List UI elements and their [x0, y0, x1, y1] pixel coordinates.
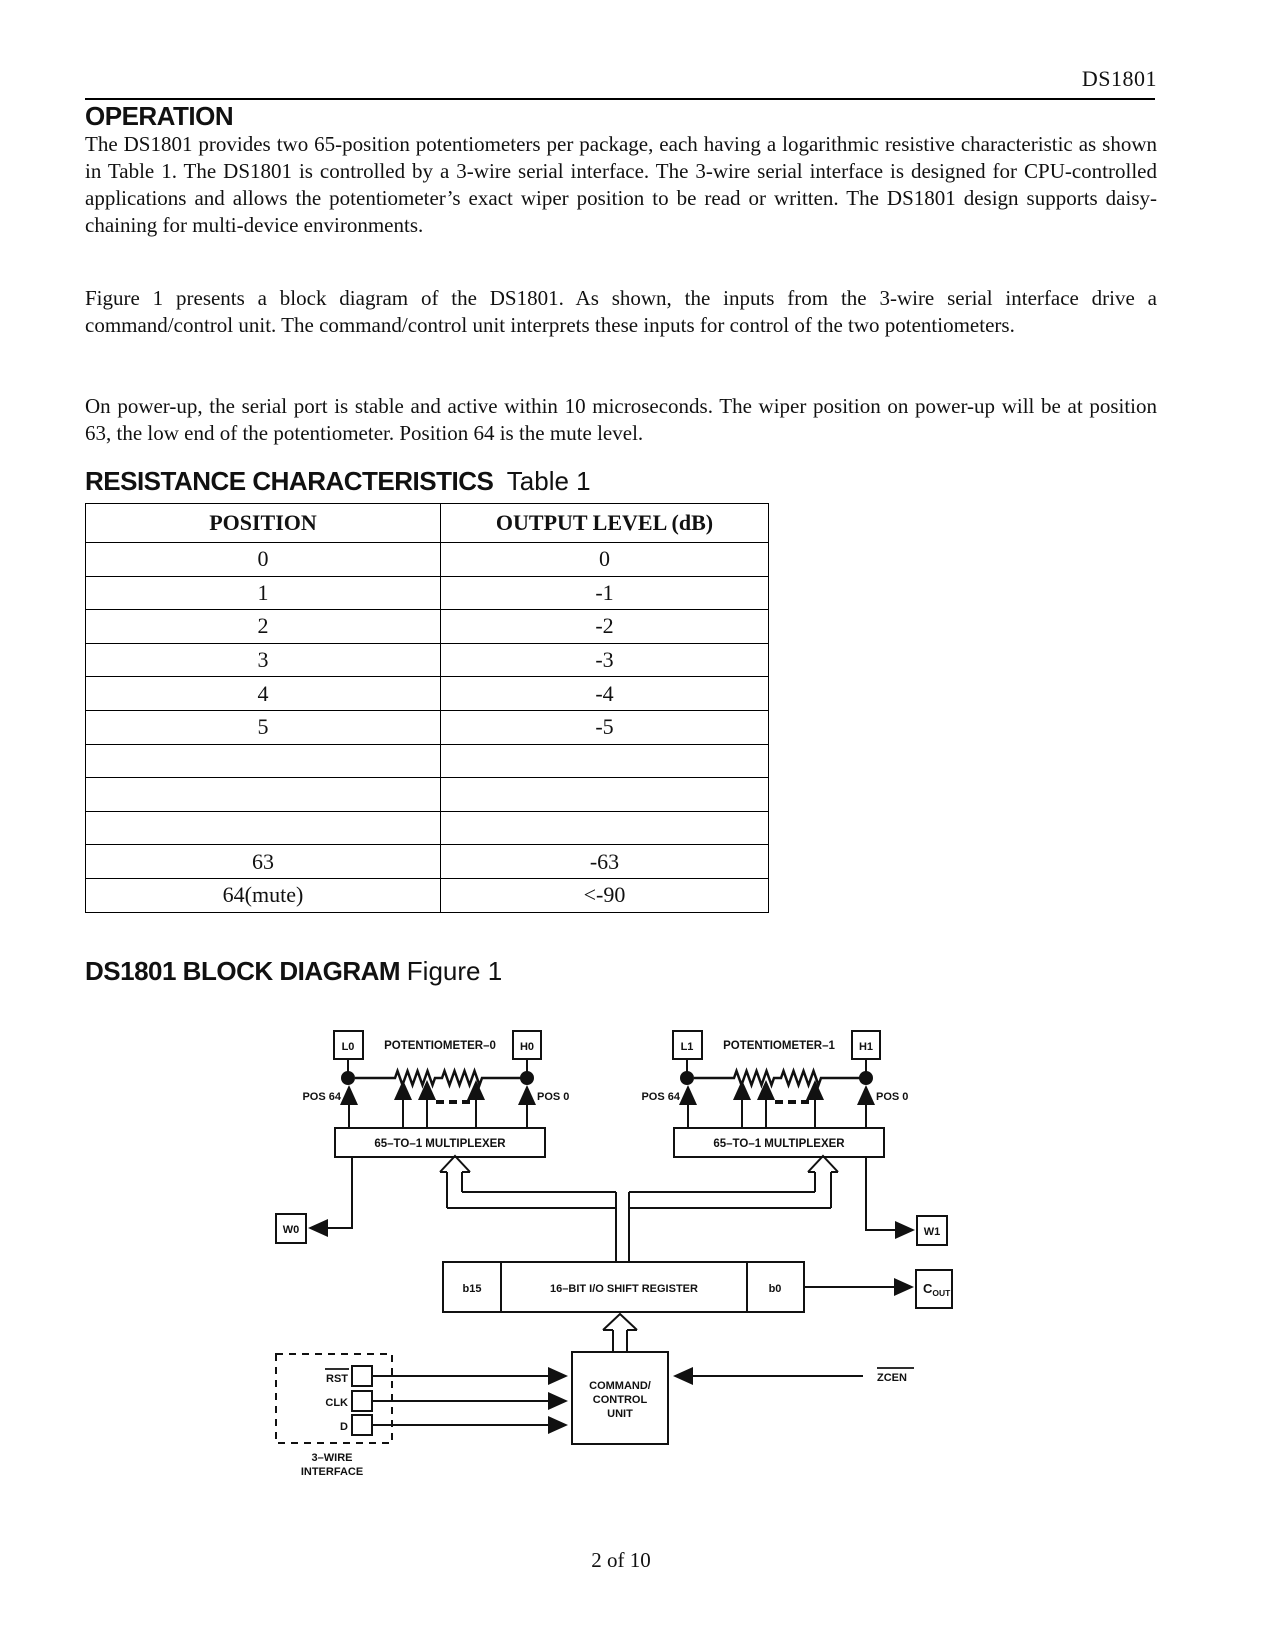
table-row: 2 -2 [86, 610, 769, 644]
operation-paragraph-2: Figure 1 presents a block diagram of the DS1801. As shown, the inputs from the 3-wire serial interface drive a command/control unit. The command/control unit interprets these inputs for control of the two potentiometers. [85, 286, 1157, 337]
w0-wire [311, 1157, 352, 1228]
table-row: 3 -3 [86, 643, 769, 677]
multiplexer-0-label: 65–TO–1 MULTIPLEXER [374, 1138, 506, 1150]
terminal-label-L0: L0 [341, 1041, 355, 1053]
page-number: 2 of 10 [591, 1548, 651, 1572]
w1-wire [866, 1157, 912, 1230]
b0-label: b0 [768, 1283, 782, 1295]
potentiometer-1-section [641, 1031, 908, 1157]
rst-pin-box [352, 1366, 372, 1386]
block-diagram-heading-bold: DS1801 BLOCK DIAGRAM [85, 956, 401, 986]
cout-label: $C_{OUT}$ [923, 1281, 951, 1298]
wiper-node [521, 1072, 533, 1084]
table-header-row [86, 504, 769, 543]
d-pin-box [352, 1415, 372, 1435]
table-row: 5 -5 [86, 710, 769, 744]
doc-number: DS1801 [1081, 66, 1157, 91]
table-row-empty [86, 811, 769, 845]
table-row-empty [86, 778, 769, 812]
operation-paragraph-1: The DS1801 provides two 65-position potentiometers per package, each having a logarithmic resistive characteristic as shown in Table 1. The DS1801 is controlled by a 3-wire serial interface. The 3-wire serial interface is designed for CPU-controlled applications and allows the potentiometer’s exact wiper position to be read or written. The DS1801 design supports daisy-chaining for multi-device environments. [85, 132, 1157, 237]
b15-label: b15 [462, 1283, 482, 1295]
table-row: 4 -4 [86, 677, 769, 711]
col-output-level: OUTPUT LEVEL (dB) [441, 504, 769, 543]
table-row: 64(mute) <-90 [86, 878, 769, 912]
table-row: 63 -63 [86, 845, 769, 879]
command-control-section [572, 1352, 914, 1444]
pos64-label: POS 64 [302, 1091, 341, 1103]
wiper-node [342, 1072, 354, 1084]
resistance-table [85, 503, 769, 913]
terminal-label-H0: H0 [519, 1041, 535, 1053]
operation-paragraph-3: On power-up, the serial port is stable and active within 10 microseconds. The wiper position on power-up will be at position 63, the low end of the potentiometer. Position 64 is the mute level. [85, 394, 1157, 445]
block-diagram-figure [250, 1020, 970, 1485]
w0-label: W0 [282, 1224, 300, 1236]
header-rule [85, 98, 1155, 100]
resistance-heading-bold: RESISTANCE CHARACTERISTICS [85, 466, 494, 496]
potentiometer-0-section [302, 1031, 569, 1157]
clk-label: CLK [325, 1397, 348, 1409]
pos64-label: POS 64 [641, 1091, 680, 1103]
bus-arrow-right [808, 1156, 838, 1172]
command-label-line3: UNIT [607, 1408, 633, 1420]
rst-label: RST [326, 1373, 348, 1385]
table-row-empty [86, 744, 769, 778]
d-label: D [340, 1421, 348, 1433]
zcen-label: ZCEN [877, 1372, 907, 1384]
multiplexer-1-label: 65–TO–1 MULTIPLEXER [713, 1138, 845, 1150]
table1-caption: Table 1 [506, 466, 591, 496]
command-to-register-arrow [603, 1314, 637, 1352]
pos0-label: POS 0 [537, 1091, 570, 1103]
bus-arrow-left [440, 1156, 470, 1172]
clk-pin-box [352, 1391, 372, 1411]
table-row: 0 0 [86, 543, 769, 577]
operation-heading: OPERATION [85, 101, 234, 131]
resistor-element-0 [355, 1071, 521, 1085]
col-position: POSITION [86, 504, 441, 543]
wiper-node [681, 1072, 693, 1084]
terminal-label-H1: H1 [858, 1041, 874, 1053]
block-diagram-heading [85, 956, 502, 987]
potentiometer-0-label: POTENTIOMETER–0 [384, 1040, 496, 1052]
table-row: 1 -1 [86, 576, 769, 610]
shift-register-section [443, 1262, 952, 1312]
wiper-node [860, 1072, 872, 1084]
three-wire-interface-section [276, 1354, 565, 1478]
shift-register-label: 16–BIT I/O SHIFT REGISTER [550, 1283, 698, 1295]
register-to-mux-bus [440, 1156, 838, 1262]
terminal-label-L1: L1 [680, 1041, 694, 1053]
resistor-element-1 [694, 1071, 860, 1085]
command-label-line1: COMMAND/ [589, 1380, 651, 1392]
three-wire-label-line1: 3–WIRE [311, 1452, 353, 1464]
pos0-label: POS 0 [876, 1091, 909, 1103]
potentiometer-1-label: POTENTIOMETER–1 [723, 1040, 835, 1052]
resistance-characteristics-heading [85, 466, 591, 497]
command-label-line2: CONTROL [592, 1394, 648, 1406]
w1-label: W1 [923, 1226, 941, 1238]
three-wire-label-line2: INTERFACE [300, 1466, 364, 1478]
figure1-caption: Figure 1 [406, 956, 503, 986]
wiper-outputs [276, 1157, 947, 1245]
